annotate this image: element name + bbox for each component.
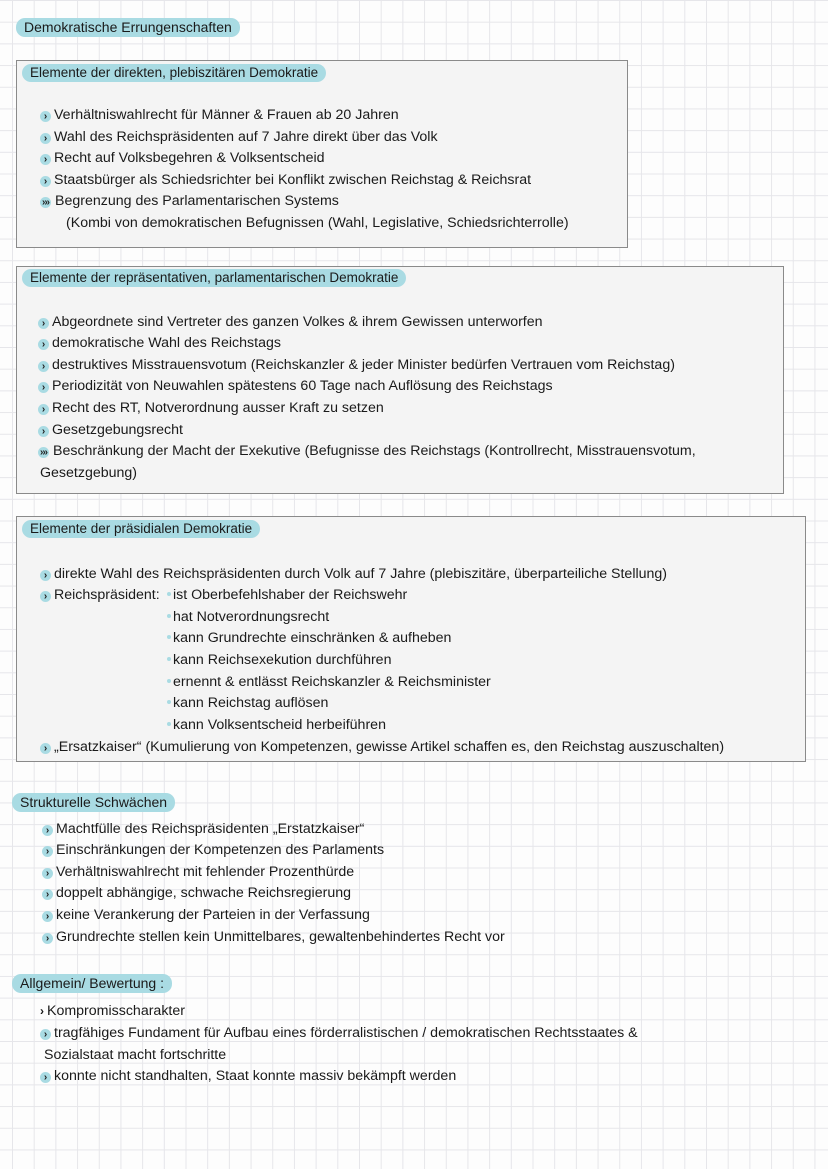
section-heading-direct: Elemente der direkten, plebiszitären Demokratie xyxy=(22,64,326,82)
arrow-bullet-icon: › xyxy=(40,570,51,581)
dot-bullet-icon xyxy=(167,635,171,639)
list-item: › tragfähiges Fundament für Aufbau eines förderralistischen / demokratischen Rechtsstaates & xyxy=(40,1024,638,1042)
conclusion-item: ››› Beschränkung der Macht der Exekutive (Befugnisse des Reichstags (Kontrollrecht, Misstrauensvotum, xyxy=(40,443,696,459)
sub-item: ist Oberbefehlshaber der Reichswehr xyxy=(167,586,407,604)
list-item: › Periodizität von Neuwahlen spätestens 60 Tage nach Auflösung des Reichstags xyxy=(38,377,553,395)
page-title: Demokratische Errungenschaften xyxy=(16,18,240,37)
list-item: › Machtfülle des Reichspräsidenten „Erstatzkaiser“ xyxy=(42,820,364,838)
section-heading-weaknesses: Strukturelle Schwächen xyxy=(12,793,175,812)
list-item: › Recht auf Volksbegehren & Volksentscheid xyxy=(40,149,325,167)
sub-item: kann Reichstag auflösen xyxy=(167,694,328,712)
arrow-bullet-icon: › xyxy=(40,133,51,144)
sub-item: ernennt & entlässt Reichskanzler & Reichsminister xyxy=(167,673,491,691)
list-item: › Einschränkungen der Kompetenzen des Parlaments xyxy=(42,841,384,859)
arrow-bullet-icon: › xyxy=(40,154,51,165)
arrow-bullet-icon: › xyxy=(42,889,53,900)
sub-item: kann Volksentscheid herbeiführen xyxy=(167,716,386,734)
arrow-bullet-icon: › xyxy=(40,1029,51,1040)
sub-item: hat Notverordnungsrecht xyxy=(167,608,329,626)
list-item: › Verhältniswahlrecht mit fehlender Prozenthürde xyxy=(42,863,354,881)
list-item: › direkte Wahl des Reichspräsidenten durch Volk auf 7 Jahre (plebiszitäre, überparteiliche Stellung) xyxy=(40,565,667,583)
arrow-bullet-icon: › xyxy=(40,743,51,754)
conclusion-continuation: Gesetzgebung) xyxy=(40,465,138,481)
triple-arrow-icon: ››› xyxy=(40,447,47,458)
list-item: › destruktives Misstrauensvotum (Reichskanzler & jeder Minister bedürfen Vertrauen vom Reichstag) xyxy=(38,356,675,374)
list-item: › Wahl des Reichspräsidenten auf 7 Jahre direkt über das Volk xyxy=(40,128,438,146)
arrow-bullet-icon: › xyxy=(40,111,51,122)
dot-bullet-icon xyxy=(167,722,171,726)
arrow-bullet-icon: › xyxy=(42,868,53,879)
section-heading-presidential: Elemente der präsidialen Demokratie xyxy=(22,520,260,538)
arrow-bullet-icon: › xyxy=(38,361,49,372)
list-item: › Grundrechte stellen kein Unmittelbares, gewaltenbehindertes Recht vor xyxy=(42,928,505,946)
arrow-bullet-icon: › xyxy=(38,426,49,437)
sub-item: kann Reichsexekution durchführen xyxy=(167,651,391,669)
list-item: › Recht des RT, Notverordnung ausser Kraft zu setzen xyxy=(38,399,384,417)
list-item: › doppelt abhängige, schwache Reichsregierung xyxy=(42,884,351,902)
dot-bullet-icon xyxy=(167,679,171,683)
arrow-bullet-icon: › xyxy=(42,846,53,857)
dot-bullet-icon xyxy=(167,657,171,661)
triple-arrow-icon: ››› xyxy=(42,197,49,208)
arrow-bullet-icon: › xyxy=(40,1004,44,1018)
conclusion-item: ››› Begrenzung des Parlamentarischen Systems xyxy=(42,193,339,209)
section-heading-evaluation: Allgemein/ Bewertung : xyxy=(12,974,172,993)
conclusion-continuation: (Kombi von demokratischen Befugnissen (Wahl, Legislative, Schiedsrichterrolle) xyxy=(66,215,569,231)
dot-bullet-icon xyxy=(167,700,171,704)
dot-bullet-icon xyxy=(167,614,171,618)
arrow-bullet-icon: › xyxy=(38,339,49,350)
arrow-bullet-icon: › xyxy=(42,911,53,922)
list-item: › konnte nicht standhalten, Staat konnte massiv bekämpft werden xyxy=(40,1067,456,1085)
list-item: › Abgeordnete sind Vertreter des ganzen Volkes & ihrem Gewissen unterworfen xyxy=(38,313,543,331)
section-heading-representative: Elemente der repräsentativen, parlamentarischen Demokratie xyxy=(22,269,406,287)
dot-bullet-icon xyxy=(167,592,171,596)
arrow-bullet-icon: › xyxy=(42,825,53,836)
list-item: › „Ersatzkaiser“ (Kumulierung von Kompetenzen, gewisse Artikel schaffen es, den Reichstag auszuschalten) xyxy=(40,738,724,756)
list-item: › Gesetzgebungsrecht xyxy=(38,421,183,439)
sub-item: kann Grundrechte einschränken & aufheben xyxy=(167,629,451,647)
list-item: › demokratische Wahl des Reichstags xyxy=(38,334,281,352)
arrow-bullet-icon: › xyxy=(38,382,49,393)
list-item: › Kompromisscharakter xyxy=(40,1003,185,1019)
arrow-bullet-icon: › xyxy=(40,1072,51,1083)
list-item-continuation: Sozialstaat macht fortschritte xyxy=(44,1047,227,1063)
arrow-bullet-icon: › xyxy=(38,318,49,329)
list-item: › keine Verankerung der Parteien in der Verfassung xyxy=(42,906,370,924)
list-item: › Verhältniswahlrecht für Männer & Frauen ab 20 Jahren xyxy=(40,106,399,124)
list-item: › Reichspräsident: xyxy=(40,586,160,604)
arrow-bullet-icon: › xyxy=(38,404,49,415)
arrow-bullet-icon: › xyxy=(40,176,51,187)
arrow-bullet-icon: › xyxy=(40,591,51,602)
list-item: › Staatsbürger als Schiedsrichter bei Konflikt zwischen Reichstag & Reichsrat xyxy=(40,171,531,189)
arrow-bullet-icon: › xyxy=(42,933,53,944)
